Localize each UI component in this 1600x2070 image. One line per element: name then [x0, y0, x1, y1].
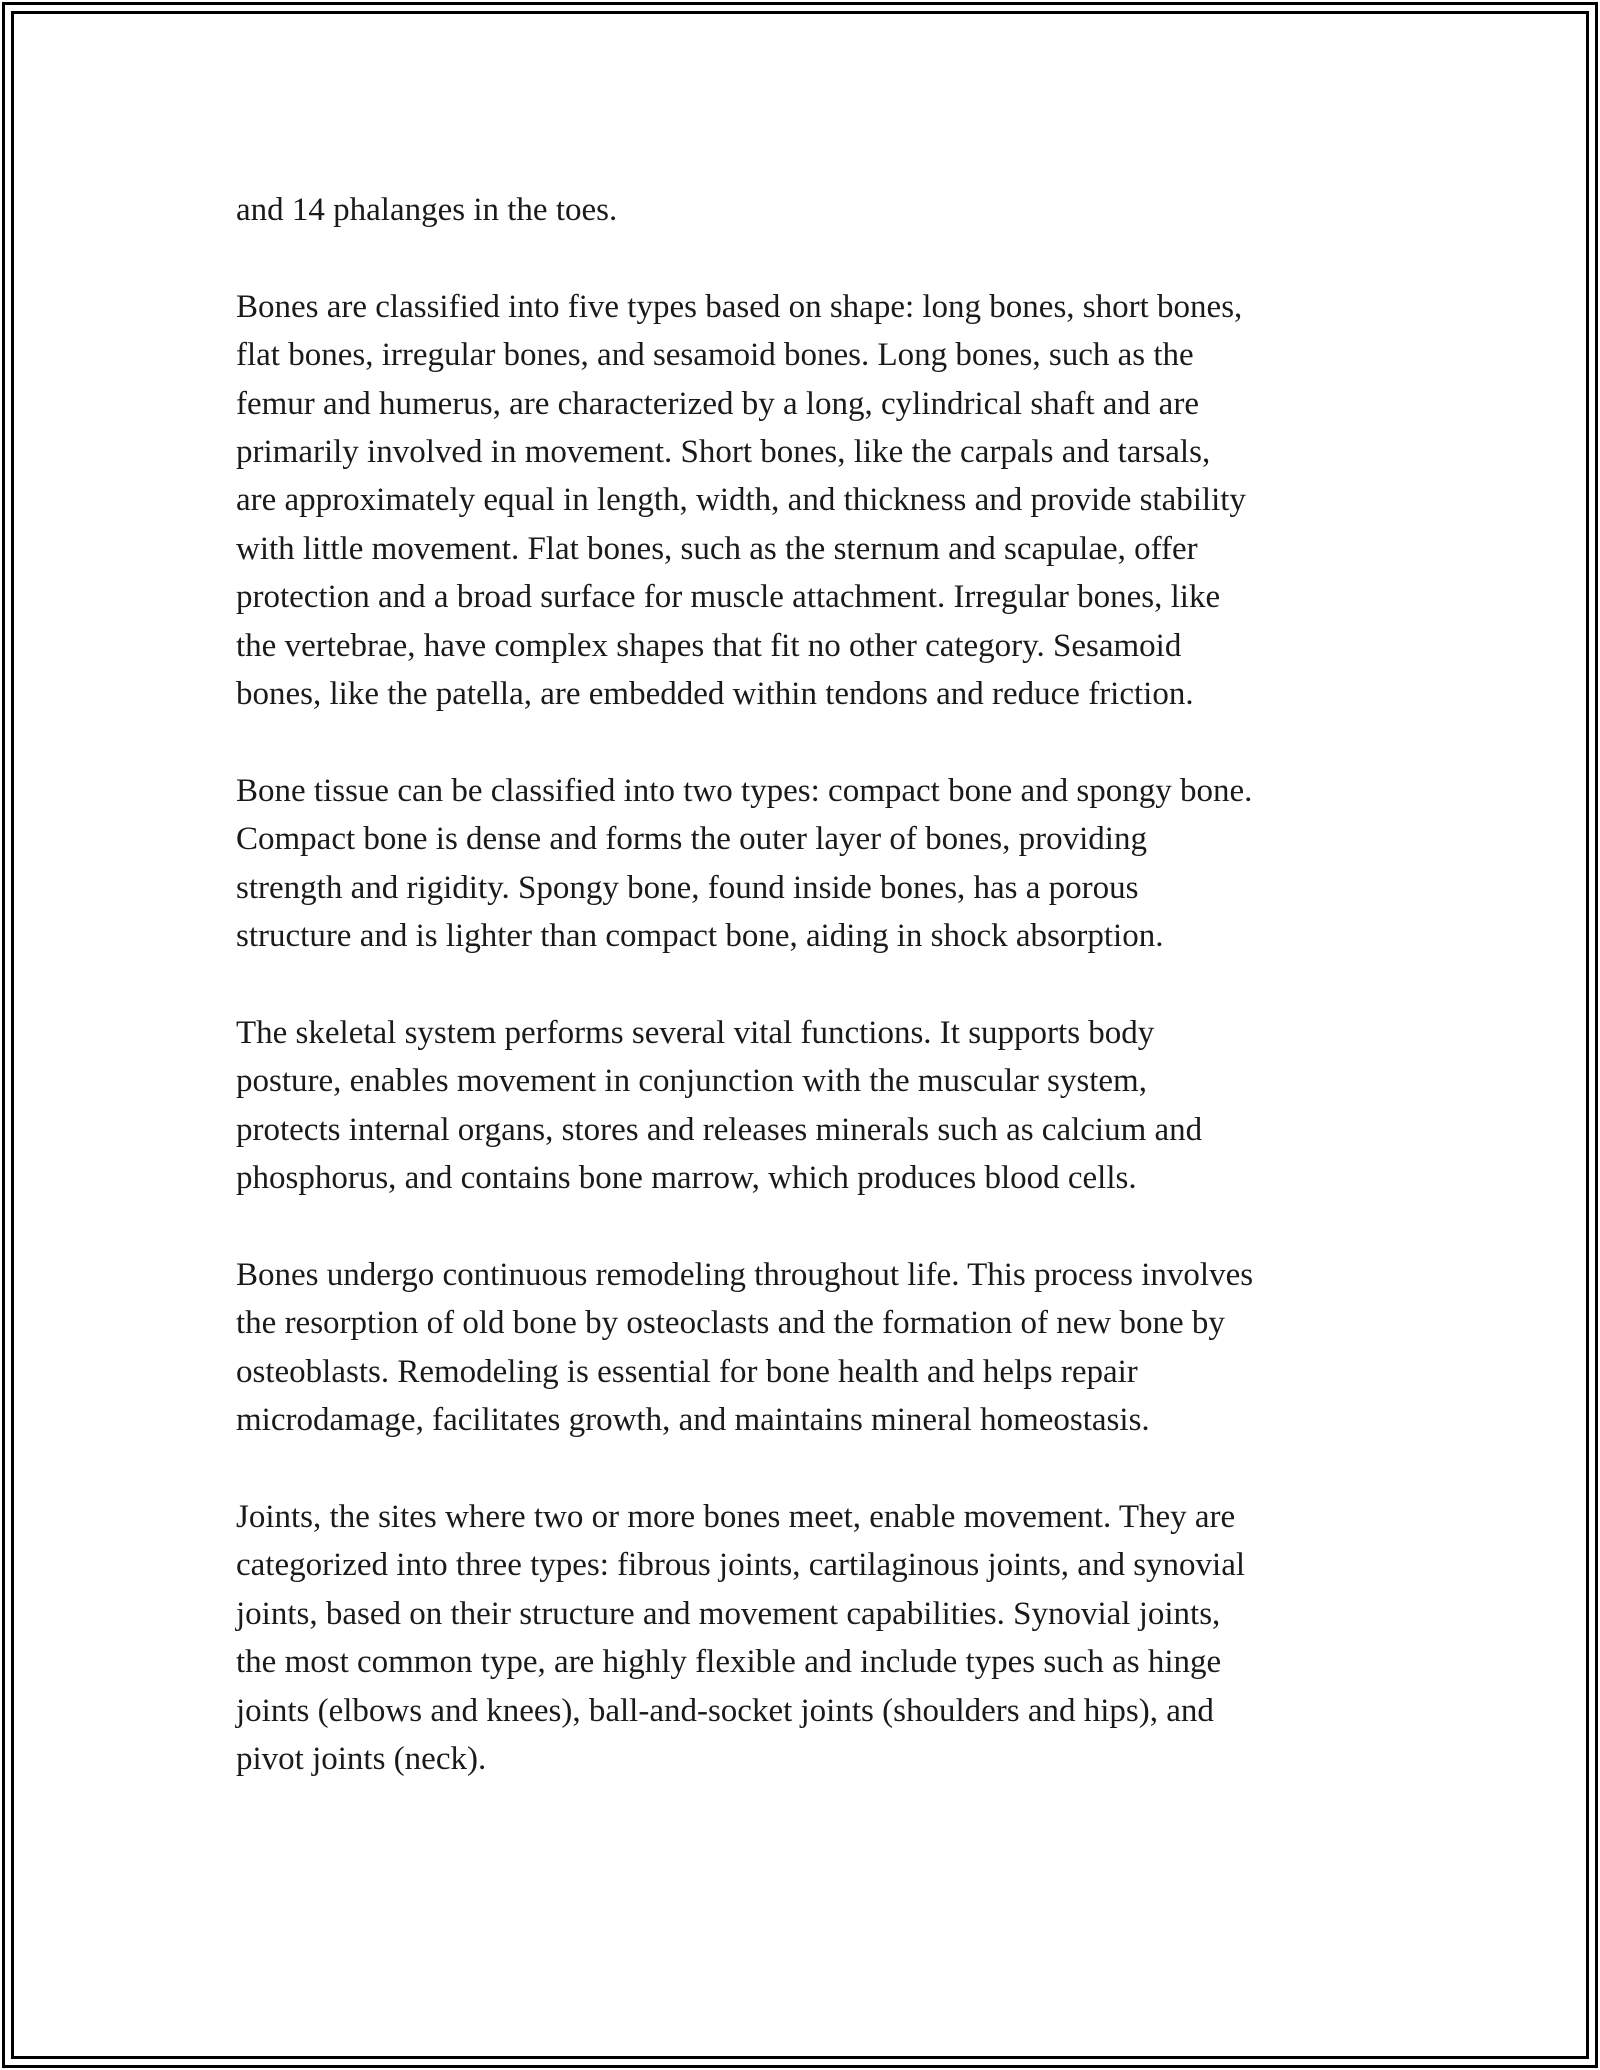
text-line: Bones undergo continuous remodeling throughout life. This process involves	[236, 1256, 1254, 1293]
text-line: bones, like the patella, are embedded within tendons and reduce friction.	[236, 676, 1194, 713]
text-line: posture, enables movement in conjunction with the muscular system,	[236, 1063, 1147, 1100]
text-line: and 14 phalanges in the toes.	[236, 192, 618, 228]
text-line: categorized into three types: fibrous joints, cartilaginous joints, and synovial	[236, 1547, 1246, 1584]
text-line: Joints, the sites where two or more bones meet, enable movement. They are	[236, 1498, 1236, 1535]
paragraph-3	[236, 767, 1386, 961]
text-line: flat bones, irregular bones, and sesamoid bones. Long bones, such as the	[236, 337, 1194, 374]
text-line: the most common type, are highly flexible and include types such as hinge	[236, 1644, 1222, 1681]
text-line: strength and rigidity. Spongy bone, found inside bones, has a porous	[236, 869, 1139, 906]
text-line: protection and a broad surface for muscle attachment. Irregular bones, like	[236, 579, 1221, 616]
document-body	[236, 186, 1386, 1832]
text-line: the resorption of old bone by osteoclasts and the formation of new bone by	[236, 1305, 1225, 1342]
text-line: primarily involved in movement. Short bones, like the carpals and tarsals,	[236, 434, 1211, 471]
text-line: microdamage, facilitates growth, and maintains mineral homeostasis.	[236, 1402, 1150, 1439]
text-line: Bone tissue can be classified into two types: compact bone and spongy bone.	[236, 772, 1253, 809]
text-line: protects internal organs, stores and releases minerals such as calcium and	[236, 1111, 1203, 1148]
text-line: femur and humerus, are characterized by a long, cylindrical shaft and are	[236, 385, 1199, 422]
text-line: Compact bone is dense and forms the outer layer of bones, providing	[236, 821, 1147, 858]
paragraph-5	[236, 1251, 1386, 1445]
text-line: the vertebrae, have complex shapes that fit no other category. Sesamoid	[236, 627, 1182, 664]
text-line: The skeletal system performs several vital functions. It supports body	[236, 1014, 1155, 1051]
text-line: are approximately equal in length, width, and thickness and provide stability	[236, 482, 1246, 519]
text-line: pivot joints (neck).	[236, 1740, 487, 1777]
text-line: Bones are classified into five types based on shape: long bones, short bones,	[236, 288, 1243, 325]
text-line: joints (elbows and knees), ball-and-socket joints (shoulders and hips), and	[236, 1692, 1214, 1729]
text-line: phosphorus, and contains bone marrow, which produces blood cells.	[236, 1160, 1137, 1197]
paragraph-6	[236, 1493, 1386, 1783]
text-line: with little movement. Flat bones, such as the sternum and scapulae, offer	[236, 530, 1198, 567]
text-line: joints, based on their structure and movement capabilities. Synovial joints,	[236, 1595, 1221, 1632]
paragraph-4	[236, 1009, 1386, 1203]
paragraph-2	[236, 283, 1386, 719]
text-line: structure and is lighter than compact bone, aiding in shock absorption.	[236, 918, 1164, 955]
text-line: osteoblasts. Remodeling is essential for bone health and helps repair	[236, 1353, 1138, 1390]
paragraph-1	[236, 186, 1386, 234]
